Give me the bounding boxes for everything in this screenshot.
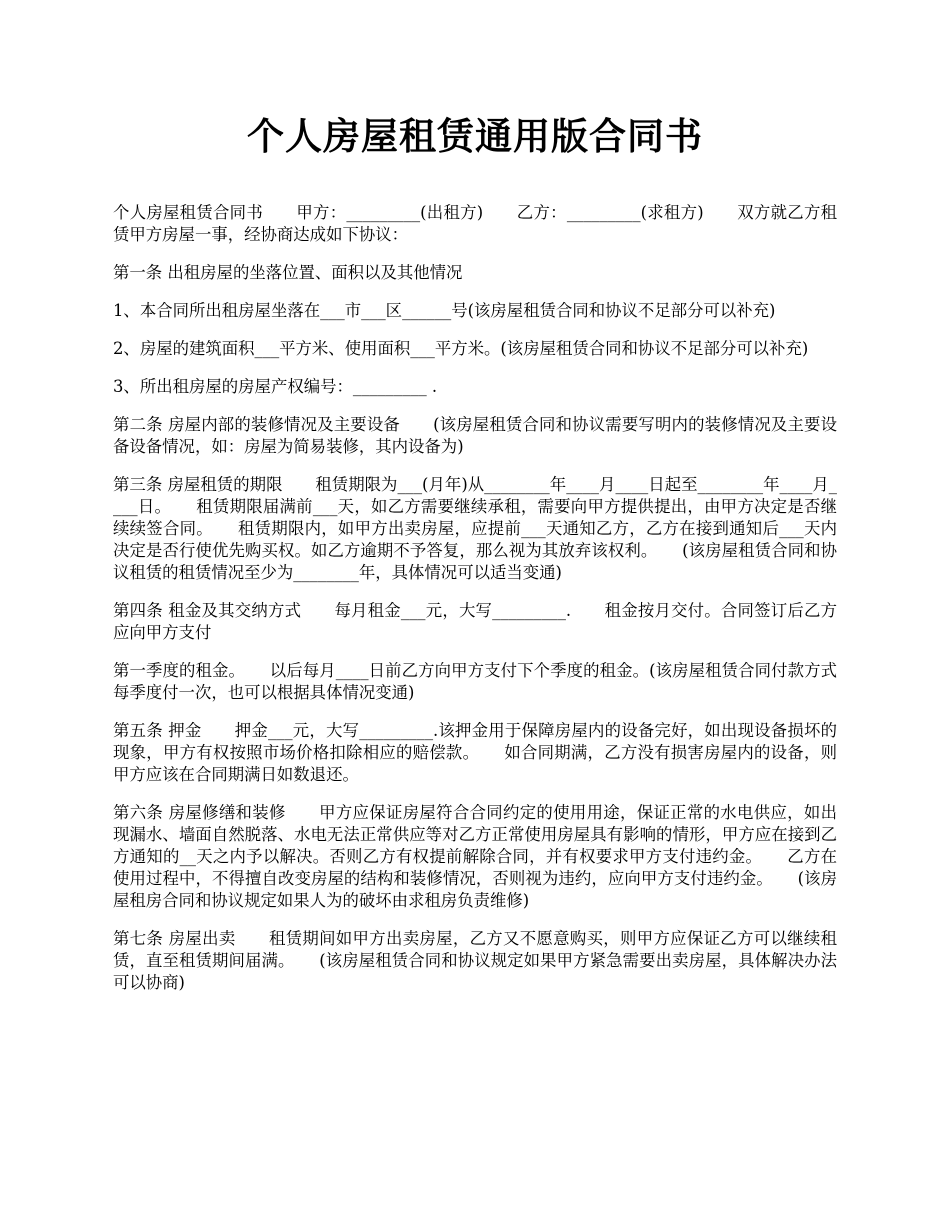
article-1-item-1: 1、本合同所出租房屋坐落在___市___区______号(该房屋租赁合同和协议不足部分可以补充): [113, 301, 776, 320]
article-2-paragraph: 第二条 房屋内部的装修情况及主要设备 (该房屋租赁合同和协议需要写明内的装修情况及主要设备设备情况，如：房屋为简易装修，其内设备为): [113, 415, 837, 456]
article-6-paragraph: 第六条 房屋修缮和装修 甲方应保证房屋符合合同约定的使用用途，保证正常的水电供应，如出现漏水、墙面自然脱落、水电无法正常供应等对乙方正常使用房屋具有影响的情形，甲方应在接到乙方通知的__天之内予以解决。否则乙方有权提前解除合同，并有权要求甲方支付违约金。 乙方在使用过程中，不得擅自改变房屋的结构和装修情况，否则视为违约，应向甲方支付违约金。 (该房屋租房合同和协议规定如果人为的破坏由求租房负责维修): [113, 803, 837, 910]
article-1-heading: 第一条 出租房屋的坐落位置、面积以及其他情况: [113, 263, 463, 282]
article-3-paragraph: 第三条 房屋租赁的期限 租赁期限为___(月年)从________年____月____日起至________年____月____日。 租赁期限届满前___天，如乙方需要继续承租，需要向甲方提供提出，由甲方决定是否继续续签合同。 租赁期限内，如甲方出卖房屋，应提前___天通知乙方，乙方在接到通知后___天内决定是否行使优先购买权。如乙方逾期不予答复，那么视为其放弃该权利。 (该房屋租赁合同和协议租赁的租赁情况至少为________年，具体情况可以适当变通): [113, 475, 837, 582]
intro-paragraph: 个人房屋租赁合同书 甲方：_________(出租方) 乙方：_________(求租方) 双方就乙方租赁甲方房屋一事，经协商达成如下协议：: [113, 203, 837, 244]
article-4-paragraph: 第四条 租金及其交纳方式 每月租金___元，大写_________. 租金按月交付。合同签订后乙方应向甲方支付: [113, 601, 837, 642]
article-4-continuation: 第一季度的租金。 以后每月____日前乙方向甲方支付下个季度的租金。(该房屋租赁合同付款方式每季度付一次，也可以根据具体情况变通): [113, 661, 837, 702]
article-1-item-3: 3、所出租房屋的房屋产权编号：_________ .: [113, 377, 438, 396]
document-title: 个人房屋租赁通用版合同书: [247, 114, 703, 158]
article-7-paragraph: 第七条 房屋出卖 租赁期间如甲方出卖房屋，乙方又不愿意购买，则甲方应保证乙方可以继续租赁，直至租赁期间届满。 (该房屋租赁合同和协议规定如果甲方紧急需要出卖房屋，具体解决办法可以协商): [113, 929, 837, 992]
article-1-item-2: 2、房屋的建筑面积___平方米、使用面积___平方米。(该房屋租赁合同和协议不足部分可以补充): [113, 339, 809, 358]
article-5-paragraph: 第五条 押金 押金___元，大写_________.该押金用于保障房屋内的设备完好，如出现设备损坏的现象，甲方有权按照市场价格扣除相应的赔偿款。 如合同期满，乙方没有损害房屋内的设备，则甲方应该在合同期满日如数退还。: [113, 721, 837, 784]
